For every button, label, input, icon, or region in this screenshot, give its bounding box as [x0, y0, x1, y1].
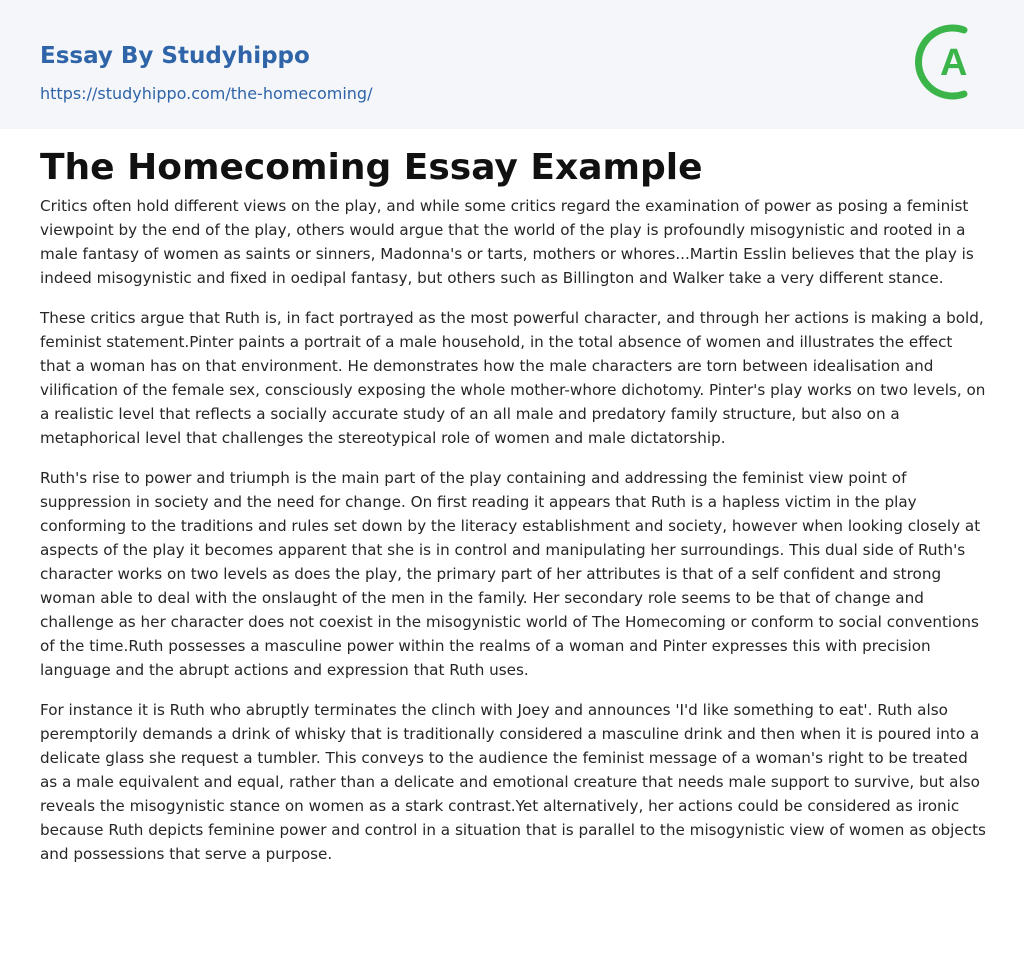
- brand-title[interactable]: Essay By Studyhippo: [40, 43, 310, 69]
- logo-letter: A: [940, 42, 968, 84]
- paragraph: These critics argue that Ruth is, in fact portrayed as the most powerful character, and through her actions is making a bold, feminist statement.Pinter paints a portrait of a male household, in the total absence of women and illustrates the effect that a woman has on that environment. He demonstrates how the male characters are torn between idealisation and vilification of the female sex, consciously exposing the whole mother-whore dichotomy. Pinter's play works on two levels, on a realistic level that reflects a socially accurate study of an all male and predatory family structure, but also on a metaphorical level that challenges the stereotypical role of women and male dictatorship.: [40, 309, 986, 447]
- studyhippo-logo-icon[interactable]: [912, 20, 986, 104]
- paragraph: Critics often hold different views on the play, and while some critics regard the examination of power as posing a feminist viewpoint by the end of the play, others would argue that the world of the play is profoundly misogynistic and rooted in a male fantasy of women as saints or sinners, Madonna's or tarts, mothers or whores...Martin Esslin believes that the play is indeed misogynistic and fixed in oedipal fantasy, but others such as Billington and Walker take a very different stance.: [40, 197, 974, 287]
- paragraph: Ruth's rise to power and triumph is the main part of the play containing and addressing the feminist view point of suppression in society and the need for change. On first reading it appears that Ruth is a hapless victim in the play conforming to the traditions and rules set down by the literacy establishment and society, however when looking closely at aspects of the play it becomes apparent that she is in control and manipulating her surroundings. This dual side of Ruth's character works on two levels as does the play, the primary part of her attributes is that of a self confident and strong woman able to deal with the onslaught of the men in the family. Her secondary role seems to be that of change and challenge as her character does not coexist in the misogynistic world of The Homecoming or conform to social conventions of the time.Ruth possesses a masculine power within the realms of a woman and Pinter expresses this with precision language and the abrupt actions and expression that Ruth uses.: [40, 469, 981, 679]
- article-body: [40, 194, 986, 882]
- page-title: The Homecoming Essay Example: [40, 147, 703, 188]
- article-url-link[interactable]: https://studyhippo.com/the-homecoming/: [40, 84, 373, 103]
- paragraph: For instance it is Ruth who abruptly terminates the clinch with Joey and announces 'I'd like something to eat'. Ruth also peremptorily demands a drink of whisky that is traditionally considered a masculine drink and then when it is poured into a delicate glass she request a tumbler. This conveys to the audience the feminist message of a woman's right to be treated as a male equivalent and equal, rather than a delicate and emotional creature that needs male support to survive, but also reveals the misogynistic stance on women as a stark contrast.Yet alternatively, her actions could be considered as ironic because Ruth depicts feminine power and control in a situation that is parallel to the misogynistic view of women as objects and possessions that serve a purpose.: [40, 701, 986, 863]
